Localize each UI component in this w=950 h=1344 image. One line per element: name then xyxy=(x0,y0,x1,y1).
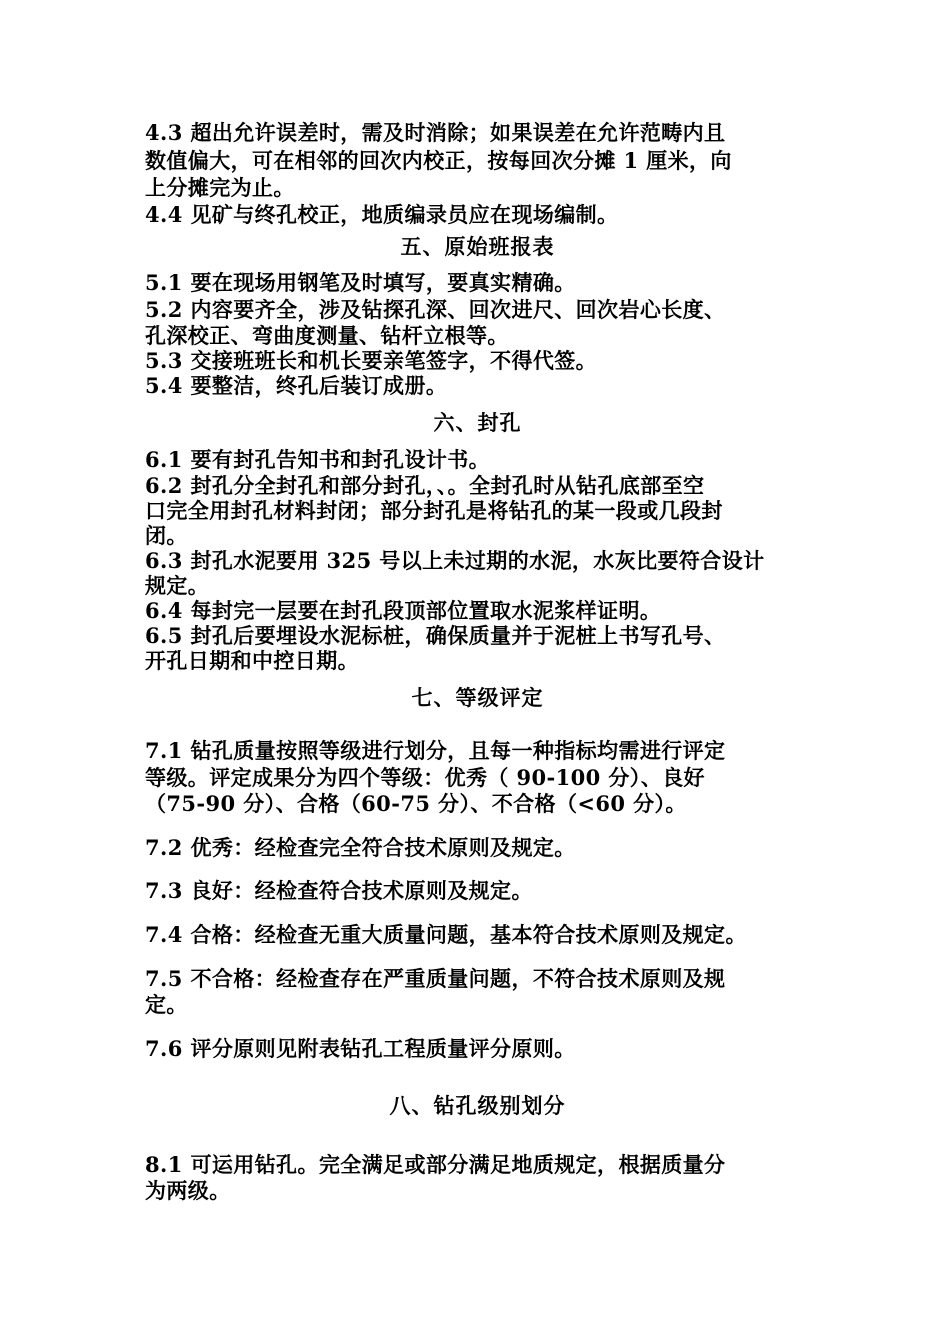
section-8-heading: 八、钻孔级别划分 xyxy=(389,1093,566,1118)
paragraph-7-5-line-2: 定。 xyxy=(145,992,188,1017)
paragraph-6-2-line-3: 闭。 xyxy=(145,523,188,548)
paragraph-5-2-line-1: 5.2 内容要齐全，涉及钻探孔深、回次进尺、回次岩心长度、 xyxy=(145,297,726,322)
paragraph-6-1: 6.1 要有封孔告知书和封孔设计书。 xyxy=(145,447,491,472)
paragraph-5-2-line-2: 孔深校正、弯曲度测量、钻杆立根等。 xyxy=(145,323,509,348)
paragraph-5-3: 5.3 交接班班长和机长要亲笔签字，不得代签。 xyxy=(145,348,598,373)
paragraph-7-4: 7.4 合格：经检查无重大质量问题，基本符合技术原则及规定。 xyxy=(145,922,747,947)
paragraph-6-2-line-2: 口完全用封孔材料封闭；部分封孔是将钻孔的某一段或几段封 xyxy=(145,498,723,523)
paragraph-7-6: 7.6 评分原则见附表钻孔工程质量评分原则。 xyxy=(145,1036,576,1061)
paragraph-4-3-line-2: 数值偏大，可在相邻的回次内校正，按每回次分摊 1 厘米，向 xyxy=(145,148,732,173)
paragraph-5-1: 5.1 要在现场用钢笔及时填写，要真实精确。 xyxy=(145,270,576,295)
paragraph-6-3-line-2: 规定。 xyxy=(145,573,210,598)
paragraph-4-3-line-1: 4.3 超出允许误差时，需及时消除；如果误差在允许范畴内且 xyxy=(145,120,726,145)
paragraph-8-1-line-1: 8.1 可运用钻孔。完全满足或部分满足地质规定，根据质量分 xyxy=(145,1152,726,1177)
paragraph-6-5-line-1: 6.5 封孔后要埋设水泥标桩，确保质量并于泥桩上书写孔号、 xyxy=(145,623,726,648)
section-5-heading: 五、原始班报表 xyxy=(400,234,555,259)
paragraph-5-4: 5.4 要整洁，终孔后装订成册。 xyxy=(145,373,448,398)
paragraph-7-1-line-3: （75-90 分）、合格（60-75 分）、不合格（<60 分）。 xyxy=(145,791,687,816)
paragraph-7-1-line-2: 等级。评定成果分为四个等级：优秀（ 90-100 分）、良好 xyxy=(145,765,705,790)
paragraph-4-3-line-3: 上分摊完为止。 xyxy=(145,175,295,200)
paragraph-6-3-line-1: 6.3 封孔水泥要用 325 号以上未过期的水泥，水灰比要符合设计 xyxy=(145,548,765,573)
paragraph-6-2-line-1: 6.2 封孔分全封孔和部分封孔，、。全封孔时从钻孔底部至空 xyxy=(145,473,705,498)
section-6-heading: 六、封孔 xyxy=(433,410,522,435)
paragraph-7-1-line-1: 7.1 钻孔质量按照等级进行划分，且每一种指标均需进行评定 xyxy=(145,738,726,763)
paragraph-7-3: 7.3 良好：经检查符合技术原则及规定。 xyxy=(145,878,533,903)
paragraph-7-2: 7.2 优秀：经检查完全符合技术原则及规定。 xyxy=(145,835,576,860)
section-7-heading: 七、等级评定 xyxy=(411,685,544,710)
paragraph-7-5-line-1: 7.5 不合格：经检查存在严重质量问题，不符合技术原则及规 xyxy=(145,966,726,991)
paragraph-6-4: 6.4 每封完一层要在封孔段顶部位置取水泥浆样证明。 xyxy=(145,598,662,623)
paragraph-6-5-line-2: 开孔日期和中控日期。 xyxy=(145,648,359,673)
paragraph-8-1-line-2: 为两级。 xyxy=(145,1178,231,1203)
paragraph-4-4: 4.4 见矿与终孔校正，地质编录员应在现场编制。 xyxy=(145,202,619,227)
